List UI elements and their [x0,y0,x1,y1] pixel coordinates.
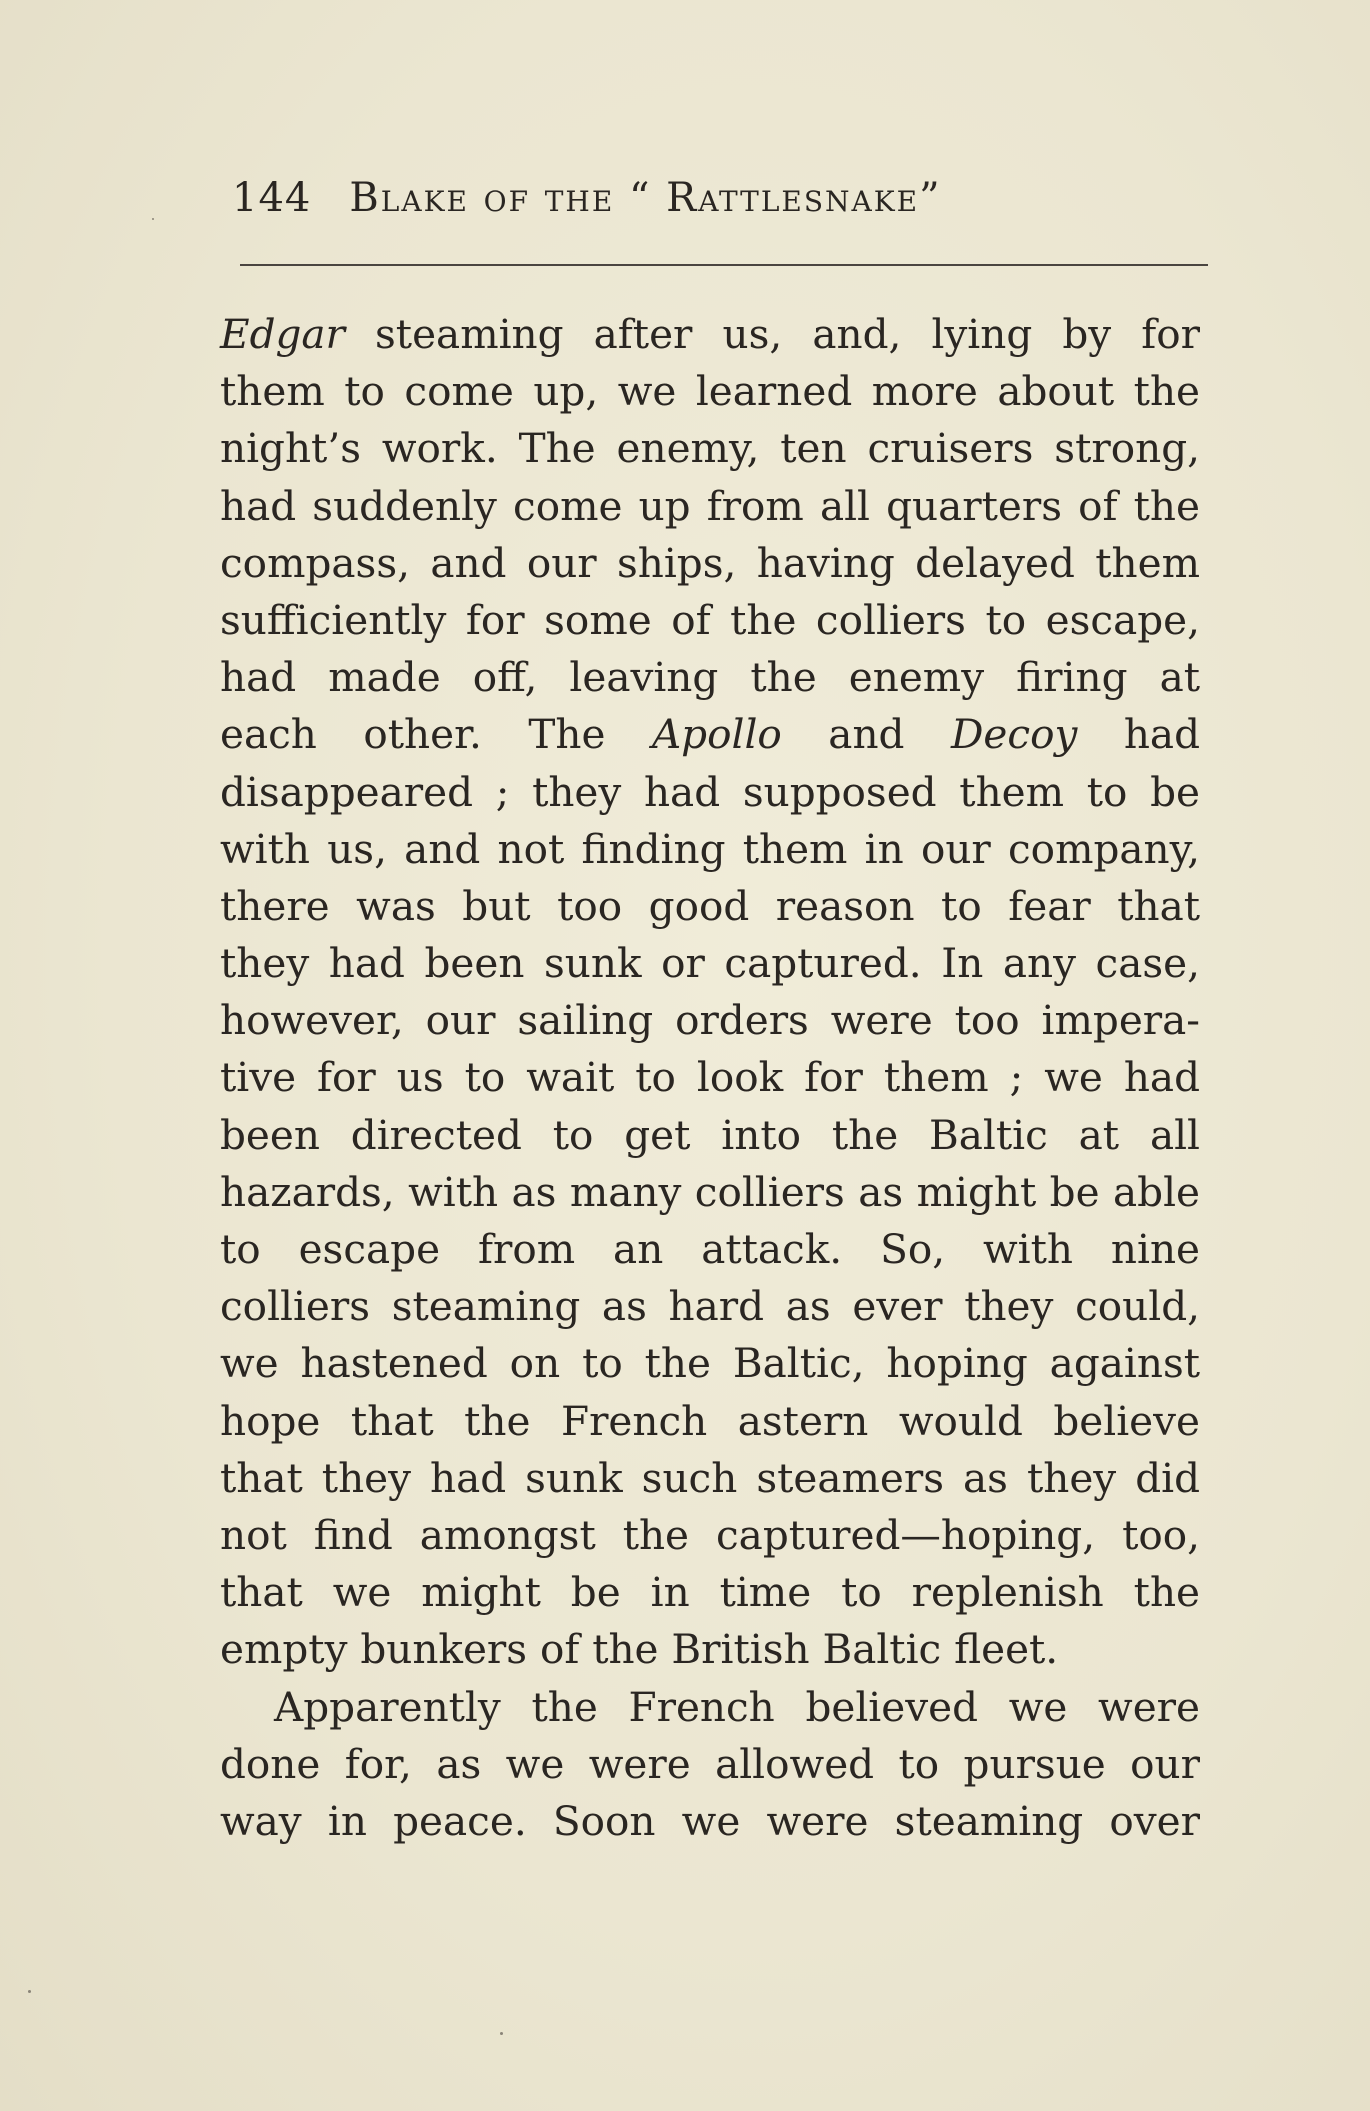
text-segment: empty bunkers of the British Baltic fleet. [220,1625,1059,1674]
running-title: Blake of the “ Rattlesnake” [349,175,942,221]
text-line [220,1164,1200,1221]
text-line [220,1450,1200,1507]
text-segment: however, our sailing orders were too impera- [220,996,1200,1045]
paper-speck [500,2032,503,2035]
text-line [220,420,1200,477]
text-line [220,535,1200,592]
text-segment: and [781,710,951,759]
text-line [220,1393,1200,1450]
body-text [220,306,1200,1850]
text-segment: tive for us to wait to look for them ; we had [220,1053,1200,1102]
text-line [220,1278,1200,1335]
text-line [220,1621,1200,1678]
italic-ship-name: Decoy [950,710,1078,759]
text-segment: that we might be in time to replenish the [220,1568,1200,1617]
text-segment: with us, and not finding them in our company, [220,824,1200,873]
text-segment: been directed to get into the Baltic at all [220,1110,1200,1159]
text-segment: Apparently the French believed we were [274,1682,1200,1731]
text-segment: compass, and our ships, having delayed them [220,538,1200,587]
text-segment: hazards, with as many colliers as might be able [220,1167,1200,1216]
paper-speck [152,218,154,220]
text-segment: colliers steaming as hard as ever they could, [220,1282,1200,1331]
running-head [232,170,1132,226]
text-segment: each other. The [220,710,652,759]
text-segment: had [1077,710,1200,759]
header-rule [240,264,1208,266]
paper-speck [28,1990,31,1993]
text-line [220,821,1200,878]
text-segment: to escape from an attack. So, with nine [220,1225,1200,1273]
text-segment: night’s work. The enemy, ten cruisers strong, [220,424,1200,473]
text-line [220,306,1200,363]
text-line [220,1335,1200,1392]
text-line [220,478,1200,535]
text-line [220,1049,1200,1106]
text-line [220,1793,1200,1850]
page-number: 144 [232,175,312,221]
text-segment: there was but too good reason to fear that [220,881,1200,930]
text-segment: they had been sunk or captured. In any case, [220,939,1200,988]
italic-ship-name: Edgar [220,310,345,358]
text-segment: we hastened on to the Baltic, hoping against [220,1339,1200,1388]
text-line [220,992,1200,1049]
text-line [220,1736,1200,1793]
text-segment: not find amongst the captured—hoping, too, [220,1510,1200,1559]
text-line [220,1679,1200,1736]
text-segment: that they had sunk such steamers as they did [220,1453,1200,1502]
text-line [220,1107,1200,1164]
text-line [220,878,1200,935]
text-line [220,1507,1200,1564]
text-line [220,363,1200,420]
text-line [220,764,1200,821]
text-segment: done for, as we were allowed to pursue our [220,1739,1200,1788]
text-segment: them to come up, we learned more about the [220,367,1200,416]
text-line [220,706,1200,763]
text-line [220,1564,1200,1621]
text-line [220,649,1200,706]
text-segment: disappeared ; they had supposed them to be [220,767,1200,816]
text-line [220,592,1200,649]
text-line [220,935,1200,992]
text-segment: sufficiently for some of the colliers to escape, [220,595,1200,644]
text-segment: hope that the French astern would believe [220,1396,1200,1445]
text-segment: had made off, leaving the enemy firing at [220,653,1200,702]
text-segment: had suddenly come up from all quarters of the [220,481,1200,530]
text-segment: way in peace. Soon we were steaming over [220,1796,1200,1845]
text-segment: steaming after us, and, lying by for [344,310,1200,358]
italic-ship-name: Apollo [651,710,782,759]
text-line [220,1221,1200,1278]
